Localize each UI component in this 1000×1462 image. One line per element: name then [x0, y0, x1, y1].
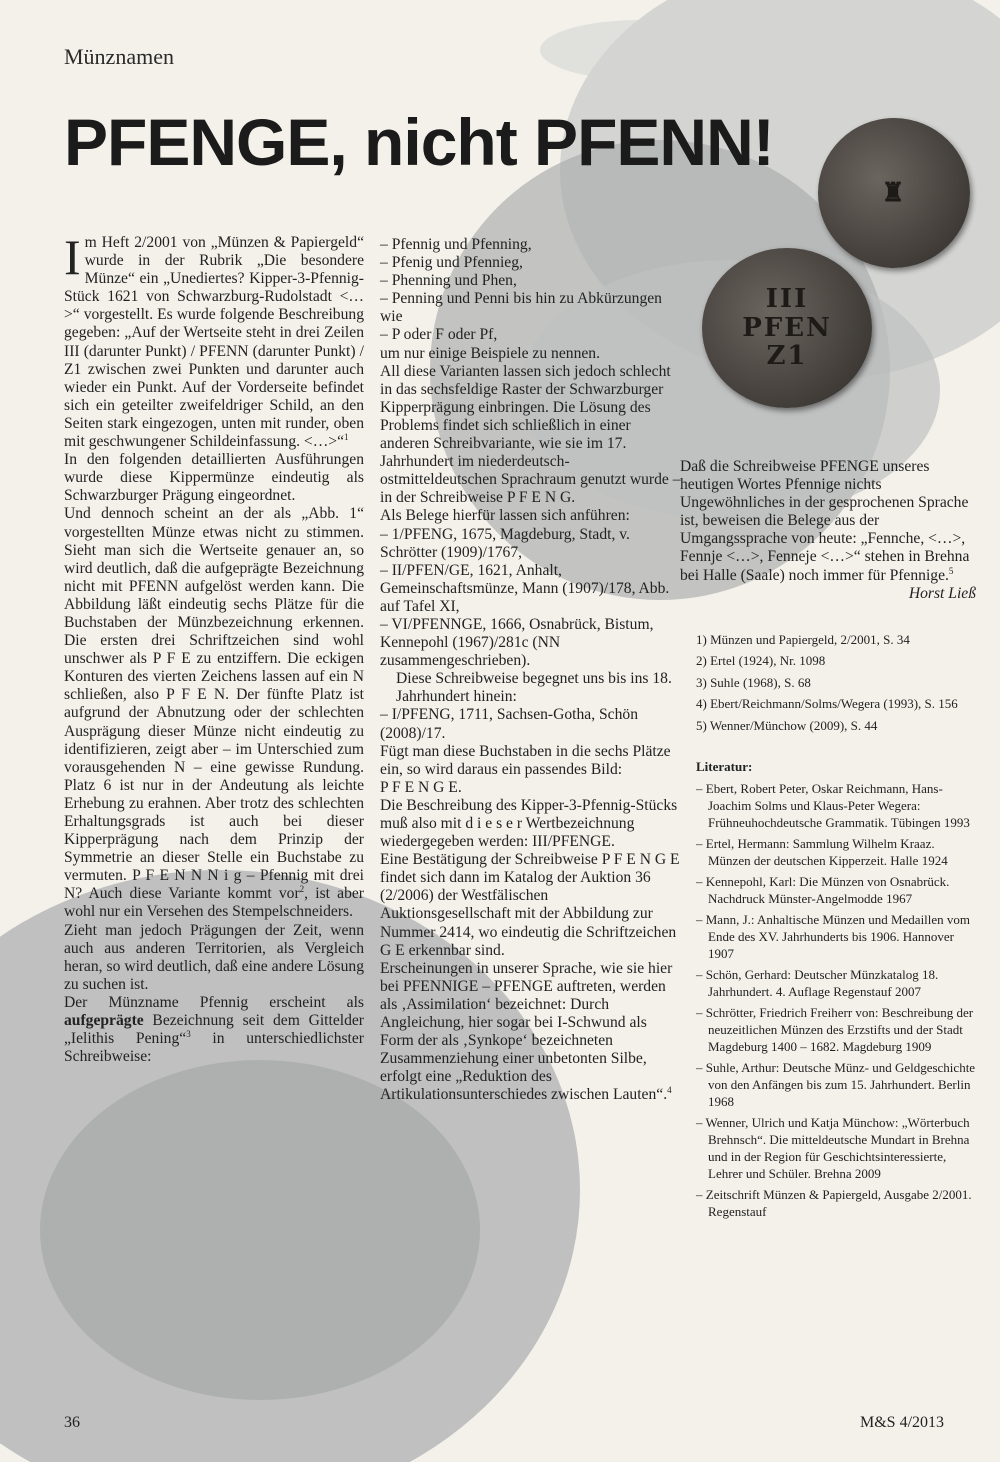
footnote: 5) Wenner/Münchow (2009), S. 44	[696, 717, 878, 733]
list-item: – Penning und Penni bis hin zu Abkürzungen wie	[380, 290, 662, 326]
paragraph: Fügt man diese Buchstaben in die sechs Plätze ein, so wird daraus ein passendes Bild:	[380, 742, 671, 778]
paragraph: Zieht man jedoch Prägungen der Zeit, wenn auch aus anderen Territorien, als Vergleich heran, so wird deutlich, daß eine andere Lösung zu suchen ist.	[64, 921, 364, 993]
background-coin-shape	[540, 20, 740, 80]
footnote: 3) Suhle (1968), S. 68	[696, 674, 811, 690]
paragraph: All diese Varianten lassen sich jedoch schlecht in das sechsfeldige Raster der Schwarzburger Kipperprägung einbringen. Die Lösung des Problems findet sich schließlich in einer anderen Schreibvariante, wie sie im 17. Jahrhundert im niederdeutsch-ostmitteldeutschen Sprachraum genutzt wurde – in der Schreibweise P F E N G.	[380, 362, 681, 507]
literature-item: – Kennepohl, Karl: Die Münzen von Osnabrück. Nachdruck Münster-Angelmodde 1967	[696, 874, 950, 907]
drop-cap: I	[64, 229, 81, 285]
paragraph: P F E N G E.	[380, 778, 462, 796]
coin-line: Z1	[766, 341, 808, 372]
paragraph: Die Beschreibung des Kipper-3-Pfennig-Stücks muß also mit d i e s e r Wertbezeichnung wiedergegeben werden: III/PFENGE.	[380, 796, 678, 851]
author-name: Horst Ließ	[908, 584, 976, 602]
coin-shield-icon: ♜	[881, 177, 907, 208]
footnote-ref: 5	[948, 565, 954, 576]
footnote: 4) Ebert/Reichmann/Solms/Wegera (1993), S. 156	[696, 696, 958, 712]
literature-list	[680, 780, 976, 1220]
coin-line: PFEN	[742, 312, 832, 343]
literature-item: – Mann, J.: Anhaltische Münzen und Medaillen vom Ende des XV. Jahrhunderts bis 1906. Hannover 1907	[696, 912, 971, 962]
footnote-ref: 4	[667, 1085, 672, 1096]
footnote-ref: 3	[186, 1028, 191, 1039]
paragraph: Daß die Schreibweise PFENGE unseres heutigen Wortes Pfennige nichts Ungewöhnliches in der gesprochenen Sprache ist, beweisen die Belege aus der Umgangssprache von heute: „Fennche, <…>, Fennje <…>, Fenneje <…>“ stehen in Brehna bei Halle (Saale) noch immer für Pfennige.$^5$	[680, 458, 970, 584]
paragraph: Im Heft 2/2001 von „Münzen & Papiergeld“ wurde in der Rubrik „Die besondere Münze“ ein „Unediertes? Kipper-3-Pfennig-Stück 1621 von Schwarzburg-Rudolstadt <…>“ vorgestellt. Es wurde folgende Beschreibung gegeben: „Auf der Wertseite steht in drei Zeilen III (darunter Punkt) / PFENN (darunter Punkt) / Z1 zwischen zwei Punkten und darunter auch wieder ein Punkt. Auf der Vorderseite befindet sich ein geteilter zweifeldriger Schild, an den Seiten stark eingezogen, unten mit runder, oben mit geschwungener Schildeinfassung. <…>“$^1$	[64, 229, 364, 451]
section-label: Münznamen	[64, 44, 174, 69]
literature-item: – Ebert, Robert Peter, Oskar Reichmann, Hans-Joachim Solms und Klaus-Peter Wegera: Frühneuhochdeutsche Grammatik. Tübingen 1993	[696, 781, 970, 831]
paragraph: Eine Bestätigung der Schreibweise P F E N G E findet sich dann im Katalog der Auktion 36 (2/2006) der Westfälischen Auktionsgesellschaft mit der Abbildung zur Nummer 2414, wo eindeutig die Schriftzeichen G E erkennbar sind.	[380, 851, 680, 959]
paragraph: um nur einige Beispiele zu nennen.	[380, 344, 600, 362]
paragraph: Und dennoch scheint an der als „Abb. 1“ vorgestellten Münze etwas nicht zu stimmen. Sieht man sich die Wertseite genauer an, so wird deutlich, daß die aufgeprägte Bezeichnung nicht mit PFENN aufgelöst werden kann. Die Abbildung läßt eindeutig sechs Plätze für die Buchstaben der Münzbezeichnung erkennen. Die ersten drei Schriftzeichen sind wohl unschwer als P F E zu entziffern. Die eckigen Konturen des vierten Zeichens lassen auf ein N schließen, also P F E N. Der fünfte Platz ist aufgrund der Abnutzung oder der schlechten Ausprägung dieser Münze nicht eindeutig zu identifizieren, zeigt aber – im Unterschied zum vorausgehenden N – eine gewisse Rundung. Platz 6 ist nur in der Andeutung als leichte Erhebung zu erahnen. Aber trotz des schlechten Erhaltungsgrads ist auch bei dieser Kipperprägung nach dem Prinzip der Symmetrie an dieser Stelle ein Buchstabe zu vermuten. P F E N N N i g – Pfennig mit drei N? Auch diese Variante kommt vor$^2$, ist aber wohl nur ein Versehen des Stempelschneiders.	[64, 505, 364, 921]
literature-item: – Suhle, Arthur: Deutsche Münz- und Geldgeschichte von den Anfängen bis zum 15. Jahrhundert. Berlin 1968	[696, 1060, 976, 1110]
indented-note: Diese Schreibweise begegnet uns bis ins 18. Jahrhundert hinein:	[396, 670, 672, 706]
literature-item: – Zeitschrift Münzen & Papiergeld, Ausgabe 2/2001. Regenstauf	[696, 1187, 972, 1220]
list-item: – Pfennig und Pfenning,	[380, 236, 532, 253]
footnote: 1) Münzen und Papiergeld, 2/2001, S. 34	[696, 631, 910, 647]
footnote-ref: 2	[299, 884, 305, 895]
article-column-1	[64, 229, 365, 1066]
coin-line: III	[765, 284, 809, 315]
paragraph: Der Münzname Pfennig erscheint als aufgeprägte Bezeichnung seit dem Gittelder „Ielithis Pening“$^3$ in unterschiedlichster Schreibweise:	[64, 993, 365, 1066]
list-item: – Pfenig und Pfennieg,	[380, 254, 523, 272]
literature-item: – Ertel, Hermann: Sammlung Wilhelm Kraaz. Münzen der deutschen Kipperzeit. Halle 1924	[696, 836, 948, 869]
list-item: – I/PFENG, 1711, Sachsen-Gotha, Schön (2008)/17.	[380, 706, 638, 742]
coin-obverse-image	[818, 118, 970, 268]
list-item: – P oder F oder Pf,	[380, 326, 498, 344]
literature-item: – Wenner, Ulrich und Katja Münchow: „Wörterbuch Brehnsch“. Die mitteldeutsche Mundart in Brehna und in der Region für Geschichtsinteressierte, Lehrer und Schüler. Brehna 2009	[696, 1115, 970, 1182]
paragraph: Als Belege hierfür lassen sich anführen:	[380, 507, 630, 525]
list-item: – Phenning und Phen,	[380, 272, 517, 290]
list-item: – VI/PFENNGE, 1666, Osnabrück, Bistum, Kennepohl (1967)/281c (NN zusammengeschrieben).	[380, 615, 654, 670]
background-coin-shape	[40, 1060, 480, 1400]
footnotes	[680, 629, 976, 737]
literature-item: – Schön, Gerhard: Deutscher Münzkatalog 18. Jahrhundert. 4. Auflage Regenstauf 2007	[696, 967, 939, 1000]
article-column-3	[680, 458, 976, 1224]
literature-item: – Schrötter, Friedrich Freiherr von: Beschreibung der neuzeitlichen Münzen des Erzstifts und der Stadt Magdeburg 1400 – 1682. Magdeburg 1909	[696, 1005, 974, 1055]
paragraph: In den folgenden detaillierten Ausführungen wurde diese Kippermünze eindeutig als Schwarzburger Prägung eingeordnet.	[64, 451, 364, 505]
literature-heading: Literatur:	[696, 759, 753, 775]
coin-reverse-image	[702, 248, 872, 408]
paragraph: Erscheinungen in unserer Sprache, wie sie hier bei PFENNIGE – PFENGE auftreten, werden als ‚Assimilation‘ bezeichnet: Durch Angleichung, hier sogar bei I-Schwund als Form der als ‚Synkope‘ bezeichneten Zusammenziehung einer unbetonten Silbe, erfolgt eine „Reduktion des Artikulationsunterschiedes zwischen Lauten“.$^4$	[380, 959, 673, 1104]
article-column-2	[380, 236, 682, 1105]
list-item: – II/PFEN/GE, 1621, Anhalt, Gemeinschaftsmünze, Mann (1907)/178, Abb. auf Tafel XI,	[380, 561, 670, 615]
article-title: PFENGE, nicht PFENN!	[64, 105, 774, 179]
list-item: – 1/PFENG, 1675, Magdeburg, Stadt, v. Schrötter (1909)/1767,	[380, 525, 630, 561]
footnote: 2) Ertel (1924), Nr. 1098	[696, 653, 826, 669]
issue-label: M&S 4/2013	[860, 1414, 945, 1431]
footnote-ref: 1	[344, 431, 349, 442]
page-number: 36	[64, 1414, 80, 1431]
